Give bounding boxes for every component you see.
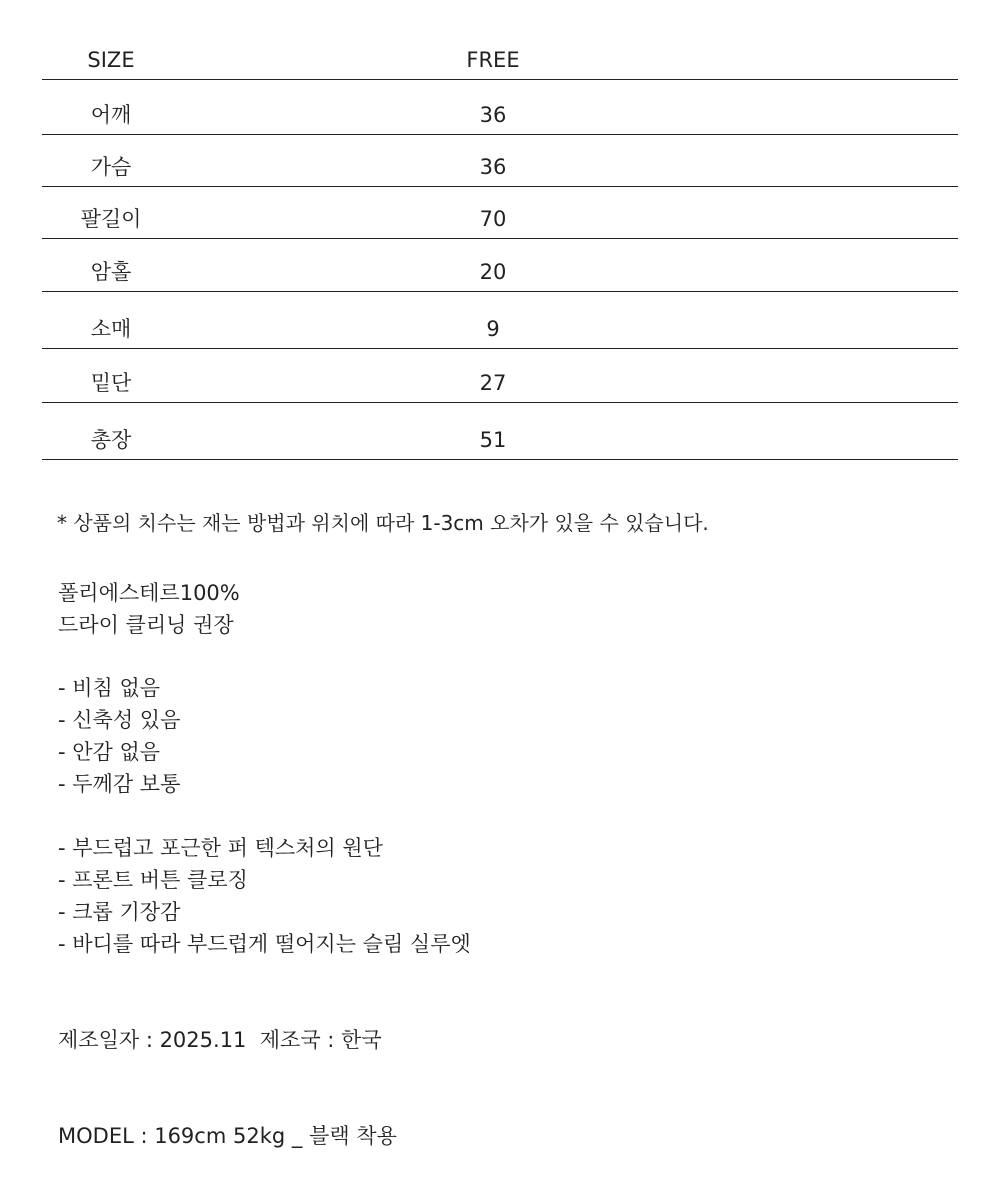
row-label: 밑단 <box>90 371 132 395</box>
row-label: 어깨 <box>90 103 132 127</box>
feature-item: - 프론트 버튼 클로징 <box>58 868 248 892</box>
row-label: 소매 <box>90 317 132 341</box>
row-value: 70 <box>479 207 507 231</box>
material-fabric: 폴리에스테르100% <box>58 581 240 605</box>
row-value: 36 <box>479 103 507 127</box>
row-label: 가슴 <box>90 155 132 179</box>
manufacture-info: 제조일자 : 2025.11 제조국 : 한국 <box>58 1028 382 1052</box>
size-table <box>42 40 958 460</box>
measurement-note: * 상품의 치수는 재는 방법과 위치에 따라 1-3cm 오차가 있을 수 있습니다. <box>57 511 709 535</box>
feature-item: - 바디를 따라 부드럽게 떨어지는 슬림 실루엣 <box>58 932 471 956</box>
row-label: 총장 <box>90 428 132 452</box>
table-row <box>42 403 958 460</box>
row-value: 27 <box>479 371 507 395</box>
feature-item: - 크롭 기장감 <box>58 900 181 924</box>
property-item: - 신축성 있음 <box>58 708 181 732</box>
feature-item: - 부드럽고 포근한 퍼 텍스처의 원단 <box>58 836 383 860</box>
row-value: 20 <box>479 260 507 284</box>
table-row <box>42 187 958 239</box>
table-row <box>42 292 958 349</box>
row-value: 9 <box>486 317 500 341</box>
property-item: - 두께감 보통 <box>58 772 181 796</box>
material-care: 드라이 클리닝 권장 <box>58 613 234 637</box>
property-item: - 안감 없음 <box>58 740 161 764</box>
size-column-header: SIZE <box>87 48 135 72</box>
model-info: MODEL : 169cm 52kg _ 블랙 착용 <box>58 1124 397 1148</box>
free-column-header: FREE <box>466 48 520 72</box>
row-label: 팔길이 <box>80 207 142 231</box>
table-row <box>42 80 958 135</box>
row-value: 51 <box>479 428 507 452</box>
property-item: - 비침 없음 <box>58 676 161 700</box>
table-row <box>42 349 958 403</box>
row-value: 36 <box>479 155 507 179</box>
table-row <box>42 135 958 187</box>
table-row <box>42 239 958 292</box>
row-label: 암홀 <box>90 260 132 284</box>
table-header-row <box>42 40 958 80</box>
